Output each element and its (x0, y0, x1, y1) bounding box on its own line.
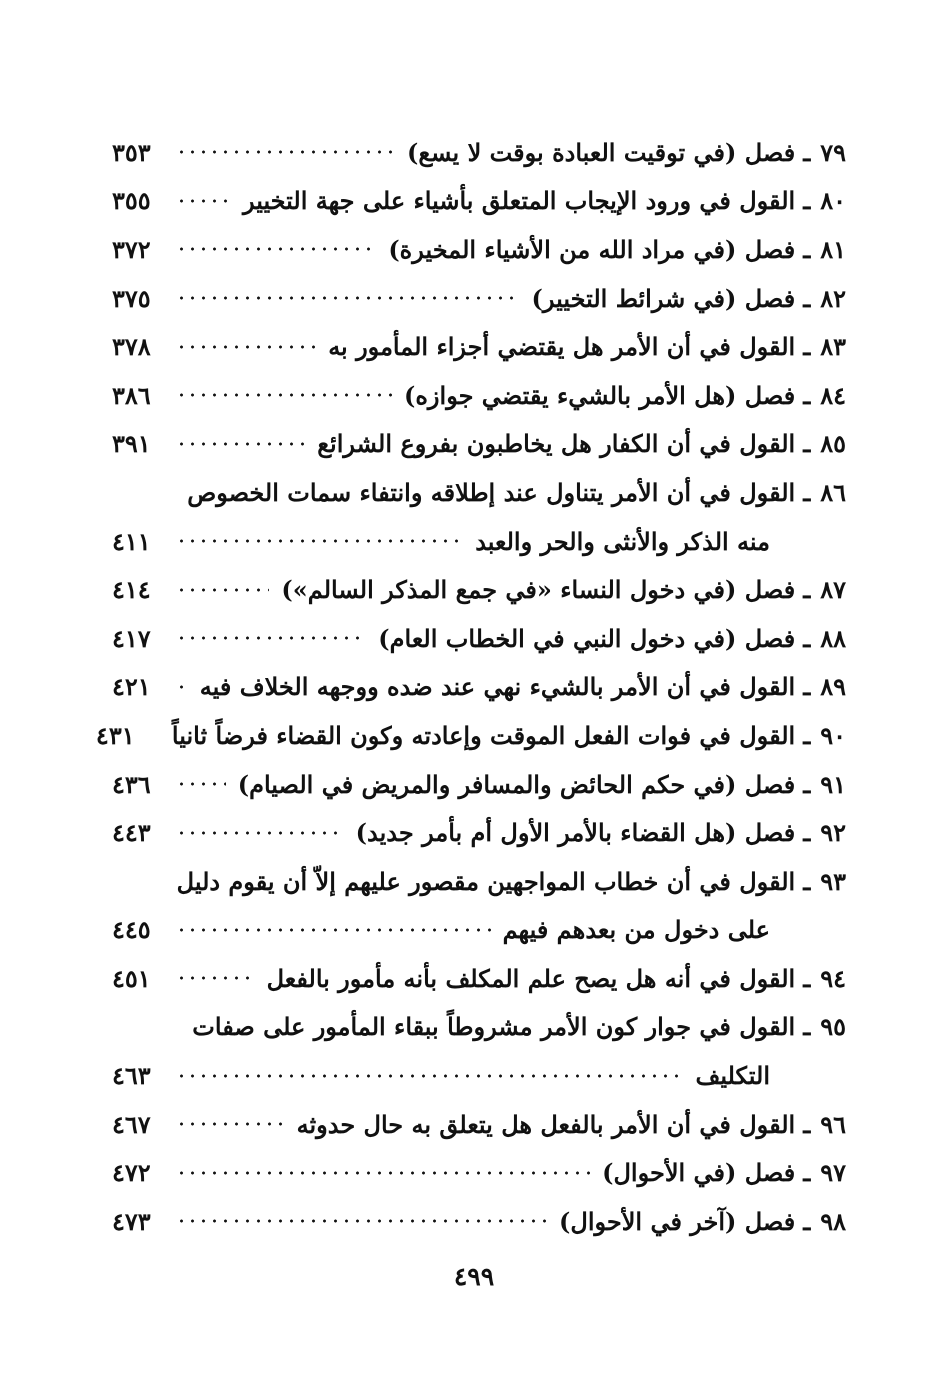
dot-leader (176, 539, 463, 543)
toc-entry (112, 225, 846, 274)
dot-leader (176, 782, 226, 786)
entry-separator: ـ (803, 137, 811, 167)
toc-entry-line (112, 808, 846, 857)
toc-entry (112, 371, 846, 420)
entry-page-number: ٤١١ (112, 526, 151, 556)
table-of-contents (95, 128, 846, 1246)
entry-page-number: ٤٧٢ (112, 1158, 151, 1188)
entry-title: القول في أنه هل يصح علم المكلف بأنه مأمور بالفعل (266, 963, 796, 993)
entry-title: القول في أن الأمر بالفعل هل يتعلق به حال حدوثه (296, 1109, 796, 1139)
entry-page-number: ٣٥٣ (112, 137, 151, 167)
entry-number: ٩٢ (820, 818, 846, 848)
entry-separator: ـ (803, 672, 811, 702)
entry-number: ٨٦ (820, 477, 846, 507)
toc-entry-line (112, 565, 846, 614)
toc-entry-continuation-line (112, 517, 846, 566)
entry-number: ٩٤ (820, 963, 846, 993)
toc-entry (112, 322, 846, 371)
entry-title: فصل (هل القضاء بالأمر الأول أم بأمر جديد) (355, 818, 796, 848)
entry-separator: ـ (803, 963, 811, 993)
toc-entry-line (95, 711, 846, 760)
entry-page-number: ٤٣١ (95, 720, 135, 750)
entry-page-number: ٣٧٥ (112, 283, 151, 313)
entry-title: القول في جوار كون الأمر مشروطاً ببقاء المأمور على صفات (192, 1012, 796, 1042)
entry-title: القول في أن الكفار هل يخاطبون بفروع الشرائع (317, 429, 796, 459)
dot-leader (176, 442, 305, 446)
entry-title-continuation: منه الذكر والأنثى والحر والعبد (475, 526, 770, 556)
entry-separator: ـ (803, 1012, 811, 1042)
dot-leader (176, 831, 344, 835)
dot-leader (176, 685, 188, 689)
entry-title: القول في أن الأمر هل يقتضي أجزاء المأمور به (328, 332, 796, 362)
entry-number: ٩٨ (820, 1206, 846, 1236)
entry-separator: ـ (803, 332, 811, 362)
entry-page-number: ٤٤٥ (112, 915, 151, 945)
entry-page-number: ٤١٤ (112, 575, 151, 605)
toc-entry-line (112, 954, 846, 1003)
dot-leader (176, 928, 491, 932)
dot-leader (176, 150, 395, 154)
dot-leader (176, 393, 392, 397)
entry-title: القول في ورود الإيجاب المتعلق بأشياء على جهة التخيير (242, 186, 796, 216)
toc-entry-line (112, 274, 846, 323)
entry-number: ٧٩ (820, 137, 846, 167)
toc-entry-line (112, 614, 846, 663)
entry-separator: ـ (803, 186, 811, 216)
toc-entry-line (112, 468, 846, 517)
entry-page-number: ٤١٧ (112, 623, 151, 653)
entry-title: القول في أن خطاب المواجهين مقصور عليهم إلاّ أن يقوم دليل (176, 866, 796, 896)
toc-entry-line (112, 1197, 846, 1246)
entry-number: ٩٠ (820, 720, 846, 750)
entry-page-number: ٤٢١ (112, 672, 151, 702)
entry-separator: ـ (803, 380, 811, 410)
entry-number: ٩٣ (820, 866, 846, 896)
entry-separator: ـ (803, 1158, 811, 1188)
toc-entry (112, 1003, 846, 1100)
toc-entry (112, 565, 846, 614)
toc-entry-line (112, 760, 846, 809)
dot-leader (176, 247, 376, 251)
entry-separator: ـ (803, 720, 811, 750)
entry-page-number: ٤٣٦ (112, 769, 151, 799)
toc-entry-continuation-line (112, 906, 846, 955)
entry-number: ٩٥ (820, 1012, 846, 1042)
entry-number: ٨٢ (820, 283, 846, 313)
toc-entry-line (112, 663, 846, 712)
toc-entry (112, 760, 846, 809)
toc-entry (112, 1197, 846, 1246)
toc-entry-line (112, 1100, 846, 1149)
toc-entry-line (112, 1148, 846, 1197)
toc-entry-line (112, 420, 846, 469)
entry-page-number: ٣٥٥ (112, 186, 151, 216)
toc-entry (112, 177, 846, 226)
entry-number: ٨٥ (820, 429, 846, 459)
entry-separator: ـ (803, 575, 811, 605)
entry-page-number: ٣٧٢ (112, 234, 151, 264)
entry-page-number: ٣٩١ (112, 429, 151, 459)
entry-title: فصل (في مراد الله من الأشياء المخيرة) (388, 234, 796, 264)
toc-entry-line (112, 128, 846, 177)
entry-title: فصل (في دخول النساء «في جمع المذكر السالم») (281, 575, 796, 605)
dot-leader (176, 1122, 285, 1126)
toc-entry-continuation-line (112, 1051, 846, 1100)
entry-page-number: ٣٧٨ (112, 332, 151, 362)
entry-number: ٨٧ (820, 575, 846, 605)
toc-entry (112, 128, 846, 177)
page-number: ٤٩٩ (453, 1262, 495, 1291)
toc-entry-line (112, 225, 846, 274)
dot-leader (176, 345, 316, 349)
entry-separator: ـ (803, 818, 811, 848)
entry-title-continuation: على دخول من بعدهم فيهم (502, 915, 770, 945)
entry-title: فصل (في شرائط التخيير) (531, 283, 796, 313)
entry-number: ٨٠ (820, 186, 846, 216)
dot-leader (176, 588, 269, 592)
toc-entry-line (112, 857, 846, 906)
entry-title-continuation: التكليف (695, 1061, 770, 1091)
entry-separator: ـ (803, 866, 811, 896)
entry-separator: ـ (803, 1109, 811, 1139)
toc-entry (112, 468, 846, 565)
toc-entry (112, 420, 846, 469)
toc-entry (112, 954, 846, 1003)
entry-separator: ـ (803, 429, 811, 459)
toc-entry-line (112, 371, 846, 420)
toc-entry (112, 1148, 846, 1197)
entry-page-number: ٤٤٣ (112, 818, 151, 848)
entry-separator: ـ (803, 234, 811, 264)
entry-title: فصل (آخر في الأحوال) (559, 1206, 796, 1236)
dot-leader (176, 1219, 547, 1223)
entry-number: ٨١ (820, 234, 846, 264)
entry-page-number: ٤٥١ (112, 963, 151, 993)
toc-entry (112, 614, 846, 663)
toc-entry-line (112, 1003, 846, 1052)
toc-entry (112, 274, 846, 323)
entry-number: ٨٨ (820, 623, 846, 653)
dot-leader (176, 1074, 683, 1078)
entry-number: ٩٦ (820, 1109, 846, 1139)
entry-number: ٨٤ (820, 380, 846, 410)
entry-title: القول في فوات الفعل الموقت وإعادته وكون القضاء فرضاً ثانياً (171, 720, 796, 750)
dot-leader (176, 199, 231, 203)
entry-number: ٨٩ (820, 672, 846, 702)
entry-separator: ـ (803, 477, 811, 507)
toc-entry-line (112, 322, 846, 371)
entry-title: فصل (في حكم الحائض والمسافر والمريض في الصيام) (237, 769, 796, 799)
entry-number: ٩١ (820, 769, 846, 799)
entry-separator: ـ (803, 1206, 811, 1236)
toc-entry (112, 808, 846, 857)
entry-title: القول في أن الأمر يتناول عند إطلاقه وانتفاء سمات الخصوص (187, 477, 796, 507)
entry-title: القول في أن الأمر بالشيء نهي عند ضده ووجهه الخلاف فيه (199, 672, 796, 702)
toc-entry-line (112, 177, 846, 226)
toc-entry (112, 1100, 846, 1149)
entry-title: فصل (في الأحوال) (602, 1158, 796, 1188)
dot-leader (176, 976, 255, 980)
entry-page-number: ٤٦٣ (112, 1061, 151, 1091)
entry-number: ٨٣ (820, 332, 846, 362)
toc-entry (112, 663, 846, 712)
entry-page-number: ٣٨٦ (112, 380, 151, 410)
entry-separator: ـ (803, 769, 811, 799)
entry-separator: ـ (803, 283, 811, 313)
toc-entry (95, 711, 846, 760)
entry-title: فصل (هل الأمر بالشيء يقتضي جوازه) (404, 380, 796, 410)
entry-number: ٩٧ (820, 1158, 846, 1188)
dot-leader (176, 1171, 590, 1175)
toc-entry (112, 857, 846, 954)
entry-separator: ـ (803, 623, 811, 653)
dot-leader (176, 636, 366, 640)
entry-title: فصل (في دخول النبي في الخطاب العام) (378, 623, 796, 653)
entry-page-number: ٤٦٧ (112, 1109, 151, 1139)
dot-leader (176, 296, 520, 300)
entry-title: فصل (في توقيت العبادة بوقت لا يسع) (407, 137, 796, 167)
entry-page-number: ٤٧٣ (112, 1206, 151, 1236)
